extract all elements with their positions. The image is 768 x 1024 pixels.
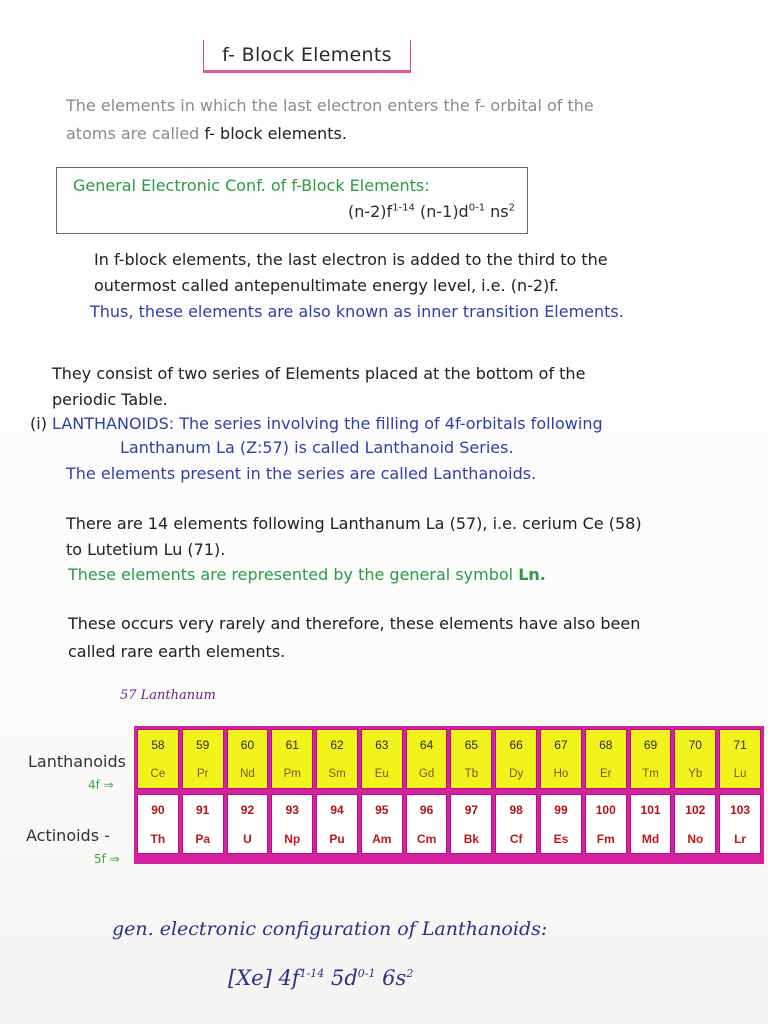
element-number: 62 [330, 738, 344, 752]
element-symbol: Am [372, 831, 392, 846]
element-number: 93 [285, 802, 299, 817]
element-cell [585, 729, 627, 789]
element-symbol: Pu [329, 831, 345, 846]
table-note: 57 Lanthanum [120, 688, 216, 703]
formula-sup-3: 2 [508, 202, 515, 214]
element-cell [361, 729, 403, 789]
element-cell [630, 794, 672, 854]
label-actinoids-sub: 5f ⇒ [94, 852, 120, 866]
element-number: 69 [643, 738, 658, 752]
element-symbol: Th [150, 831, 166, 846]
element-symbol: Tm [642, 768, 659, 780]
element-cell [227, 794, 269, 854]
element-cell [630, 729, 672, 789]
element-symbol: Np [284, 831, 301, 846]
element-number: 99 [554, 802, 568, 817]
element-cell [719, 794, 761, 854]
element-number: 100 [595, 802, 616, 817]
element-symbol: Cf [509, 831, 523, 846]
element-number: 101 [640, 802, 661, 817]
label-actinoids: Actinoids - [26, 826, 110, 845]
item-rest: The series involving the filling of 4f-orbitals following [174, 414, 603, 433]
element-number: 103 [730, 802, 751, 817]
element-number: 97 [464, 802, 479, 817]
element-number: 71 [733, 738, 747, 752]
element-cell [540, 729, 582, 789]
para3-line-2: to Lutetium Lu (71). [66, 540, 226, 559]
element-number: 70 [688, 738, 702, 752]
para2-line-4: Lanthanum La (Z:57) is called Lanthanoid Series. [120, 438, 514, 457]
intro-line-2-bold: f- block elements. [204, 124, 347, 143]
element-cell [450, 729, 492, 789]
element-symbol: Pa [195, 831, 211, 846]
element-cell [137, 794, 179, 854]
element-symbol: No [687, 831, 704, 846]
actinoid-row [137, 794, 761, 854]
element-number: 92 [240, 802, 255, 817]
element-symbol: Pm [283, 768, 301, 780]
footer-conf-sup-2: 0-1 [357, 967, 376, 980]
footer-conf-sup-1: 1-14 [299, 967, 325, 980]
f-block-table [134, 726, 764, 864]
element-number: 68 [599, 738, 613, 752]
element-cell [271, 794, 313, 854]
element-symbol: Er [599, 768, 612, 780]
element-number: 65 [464, 738, 479, 752]
label-lanthanoids-sub: 4f ⇒ [88, 778, 114, 792]
para4-line-1: These occurs very rarely and therefore, these elements have also been [68, 614, 641, 633]
para1-line-1: In f-block elements, the last electron is added to the third to the [94, 250, 608, 269]
element-cell [137, 729, 179, 789]
element-number: 63 [375, 738, 389, 752]
element-symbol: Es [553, 831, 569, 846]
footer-conf-part-1: [Xe] 4f [228, 966, 300, 990]
footer-heading: gen. electronic configuration of Lanthanoids: [112, 918, 548, 940]
footer-conf-part-2: 5d [324, 966, 358, 990]
para3-line-1: There are 14 elements following Lanthanum La (57), i.e. cerium Ce (58) [66, 514, 642, 533]
element-cell [495, 794, 537, 854]
element-symbol: Pr [196, 768, 209, 780]
element-number: 90 [151, 802, 165, 817]
element-number: 67 [554, 738, 568, 752]
element-cell [316, 794, 358, 854]
element-symbol: Tb [464, 768, 479, 780]
formula-sup-1: 1-14 [392, 202, 415, 214]
formula-part-1: (n-2)f [347, 202, 393, 221]
element-number: 61 [285, 738, 299, 752]
general-configuration-formula [348, 202, 515, 221]
element-number: 91 [195, 802, 210, 817]
label-lanthanoids: Lanthanoids [28, 752, 126, 771]
para2-item-lanthanoids [30, 414, 603, 433]
element-number: 59 [195, 738, 210, 752]
general-configuration-title: General Electronic Conf. of f-Block Elements: [73, 176, 430, 195]
element-cell [361, 794, 403, 854]
element-number: 64 [419, 738, 434, 752]
element-symbol: Eu [374, 768, 389, 780]
element-symbol: Fm [596, 831, 615, 846]
para3-line-3 [68, 565, 546, 584]
page-title-text: f- Block Elements [222, 44, 392, 66]
element-cell [182, 794, 224, 854]
element-cell [495, 729, 537, 789]
element-number: 60 [240, 738, 255, 752]
element-symbol: Cm [416, 831, 437, 846]
element-number: 102 [685, 802, 706, 817]
para3-line-3-text: These elements are represented by the general symbol [68, 565, 519, 584]
element-symbol: Gd [418, 768, 435, 780]
page-title [203, 40, 411, 73]
element-cell [585, 794, 627, 854]
element-symbol: Lr [734, 831, 747, 846]
element-cell [406, 794, 448, 854]
para1-line-2: outermost called antepenultimate energy level, i.e. (n-2)f. [94, 276, 559, 295]
element-symbol: Md [641, 831, 660, 846]
element-symbol: Nd [240, 768, 255, 780]
intro-line-2-text: atoms are called [66, 124, 205, 143]
element-symbol: Bk [463, 831, 480, 846]
element-symbol: Ce [150, 768, 166, 780]
element-cell [271, 729, 313, 789]
element-symbol: Yb [688, 768, 703, 780]
element-symbol: Lu [733, 768, 747, 780]
element-cell [540, 794, 582, 854]
element-cell [227, 729, 269, 789]
element-number: 66 [509, 738, 523, 752]
para4-line-2: called rare earth elements. [68, 642, 286, 661]
element-symbol: Sm [328, 768, 346, 780]
para2-line-5: The elements present in the series are called Lanthanoids. [66, 464, 537, 483]
formula-part-3: ns [485, 202, 509, 221]
element-cell [406, 729, 448, 789]
para3-line-3-symbol: Ln. [518, 565, 546, 584]
intro-line-1: The elements in which the last electron enters the f- orbital of the [66, 96, 594, 115]
para2-line-2: periodic Table. [52, 390, 168, 409]
element-cell [316, 729, 358, 789]
element-cell [182, 729, 224, 789]
formula-sup-2: 0-1 [468, 202, 486, 214]
element-cell [719, 729, 761, 789]
element-cell [450, 794, 492, 854]
element-cell [674, 729, 716, 789]
footer-configuration [228, 966, 413, 990]
element-cell [674, 794, 716, 854]
para2-line-1: They consist of two series of Elements placed at the bottom of the [52, 364, 586, 383]
footer-conf-part-3: 6s [375, 966, 407, 990]
lanthanoid-row [137, 729, 761, 789]
element-number: 94 [330, 802, 344, 817]
element-number: 58 [151, 738, 165, 752]
general-configuration-box [56, 167, 528, 234]
intro-line-2 [66, 124, 347, 143]
footer-conf-sup-3: 2 [406, 967, 414, 980]
item-head: LANTHANOIDS: [52, 414, 175, 433]
element-symbol: Ho [553, 768, 569, 780]
element-number: 96 [419, 802, 434, 817]
element-symbol: Dy [509, 768, 524, 780]
element-number: 98 [509, 802, 523, 817]
element-number: 95 [375, 802, 389, 817]
element-symbol: U [243, 831, 252, 846]
item-marker: (i) [30, 414, 47, 433]
para1-line-3: Thus, these elements are also known as inner transition Elements. [90, 302, 624, 321]
formula-part-2: (n-1)d [414, 202, 469, 221]
